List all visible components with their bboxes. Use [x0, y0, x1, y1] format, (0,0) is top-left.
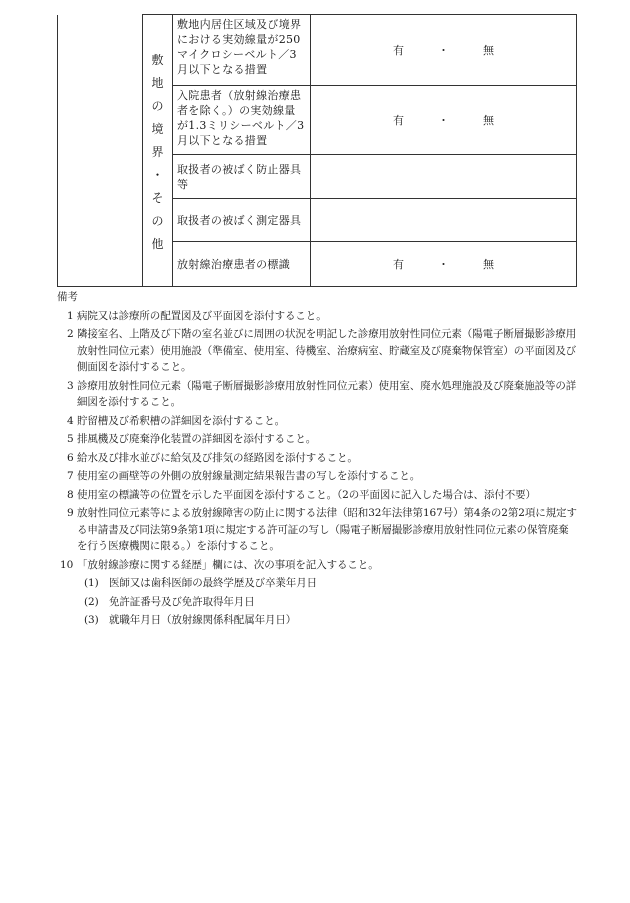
group-label-char: の	[151, 214, 164, 228]
group-label-char: 他	[151, 237, 164, 251]
table-row-item-protection-equipment: 取扱者の被ばく防止器具等	[173, 155, 311, 199]
remark-item	[57, 487, 577, 504]
remark-text: 放射性同位元素等による放射線障害の防止に関する法律（昭和32年法律第167号）第4条の2第2項に規定する申請書及び同法第9条第1項に規定する許可証の写し（陽電子断層撮影診療用放射性同位元素の保管廃棄を行う医療機関に限る。）を添付すること。	[77, 507, 577, 552]
remark-number: 4	[67, 414, 74, 427]
remark-number: 3	[67, 379, 74, 392]
remark-number: 9	[67, 507, 74, 519]
remark-item	[57, 468, 577, 485]
remark-text: 病院又は診療所の配置図及び平面図を添付すること。	[77, 309, 327, 322]
remark-number: 10	[60, 558, 74, 571]
remark-text: 使用室の画壁等の外側の放射線量測定結果報告書の写しを添付すること。	[77, 470, 421, 482]
facility-measures-table	[57, 14, 577, 287]
group-label-char: の	[151, 99, 164, 113]
remark-text: 給水及び排水並びに給気及び排気の経路図を添付すること。	[77, 451, 358, 464]
group-label-char: そ	[151, 191, 164, 205]
option-no: 無	[483, 43, 494, 57]
option-separator: ・	[438, 257, 449, 271]
table-row-value-patient-sign	[311, 242, 577, 287]
remark-number: 6	[67, 451, 74, 464]
table-row-value-inpatient-dose	[311, 86, 577, 155]
table-row-item-dose-meter: 取扱者の被ばく測定器具	[173, 199, 311, 242]
remark-number: 8	[67, 488, 74, 501]
remark-sub-text: 就職年月日（放射線関係科配属年月日）	[109, 614, 297, 626]
table-row-item-boundary-dose: 敷地内居住区域及び境界における実効線量が250マイクロシーベルト／3月以下となる措置	[173, 15, 311, 86]
option-no: 無	[483, 113, 494, 127]
group-label-char: 敷	[151, 53, 164, 67]
table-row-item-inpatient-dose: 入院患者（放射線治療患者を除く。）の実効線量が1.3ミリシーベルト／3月以下となる措置	[173, 86, 311, 155]
remark-item	[57, 450, 577, 467]
remark-text: 隣接室名、上階及び下階の室名並びに周囲の状況を明記した診療用放射性同位元素（陽電子断層撮影診療用放射性同位元素）使用施設（準備室、使用室、待機室、治療病室、貯蔵室及び廃棄物保管室）の平面図及び側面図を添付すること。	[77, 328, 577, 373]
group-label-char: 界	[151, 145, 164, 159]
remark-text: 排風機及び廃棄浄化装置の詳細図を添付すること。	[77, 433, 317, 445]
remark-text: 診療用放射性同位元素（陽電子断層撮影診療用放射性同位元素）使用室、廃水処理施設及び廃棄施設等の詳細図を添付すること。	[77, 379, 577, 408]
group-label-char: 境	[151, 122, 164, 136]
remark-number: 7	[67, 470, 74, 482]
remarks-heading: 備考	[57, 291, 78, 303]
group-label-char: ・	[151, 168, 164, 182]
remark-number: 5	[67, 433, 74, 445]
remark-text: 貯留槽及び希釈槽の詳細図を添付すること。	[77, 414, 285, 427]
remark-sub-number: (2)	[84, 595, 99, 608]
table-blank-column	[58, 15, 143, 287]
remark-sub-item	[57, 594, 577, 611]
remarks-section	[57, 289, 577, 631]
remark-item	[57, 378, 577, 411]
remark-text: 使用室の標識等の位置を示した平面図を添付すること。（2の平面図に記入した場合は、添付不要）	[77, 488, 536, 501]
remark-number: 2	[67, 328, 74, 340]
remark-item	[57, 326, 577, 376]
group-label-site-boundary-other	[143, 15, 173, 287]
option-separator: ・	[438, 113, 449, 127]
remark-item	[57, 413, 577, 430]
remark-item	[57, 308, 577, 325]
remark-text: 「放射線診療に関する経歴」欄には、次の事項を記入すること。	[77, 558, 379, 571]
group-label-char: 地	[151, 76, 164, 90]
remark-item	[57, 557, 577, 574]
remark-sub-text: 免許証番号及び免許取得年月日	[109, 595, 255, 608]
option-yes: 有	[393, 43, 404, 57]
remark-item	[57, 431, 577, 448]
remark-item	[57, 505, 577, 555]
option-no: 無	[483, 257, 494, 271]
table-row-item-patient-sign: 放射線治療患者の標識	[173, 242, 311, 287]
option-yes: 有	[393, 113, 404, 127]
table-row-value-dose-meter	[311, 199, 577, 242]
option-separator: ・	[438, 43, 449, 57]
remark-sub-item	[57, 612, 577, 629]
remark-sub-item	[57, 575, 577, 592]
remark-sub-text: 医師又は歯科医師の最終学歴及び卒業年月日	[109, 577, 317, 589]
table-row-value-protection-equipment	[311, 155, 577, 199]
remark-number: 1	[67, 309, 74, 322]
option-yes: 有	[393, 257, 404, 271]
remark-sub-number: (3)	[84, 614, 99, 626]
table-row-value-boundary-dose	[311, 15, 577, 86]
remark-sub-number: (1)	[84, 577, 99, 589]
